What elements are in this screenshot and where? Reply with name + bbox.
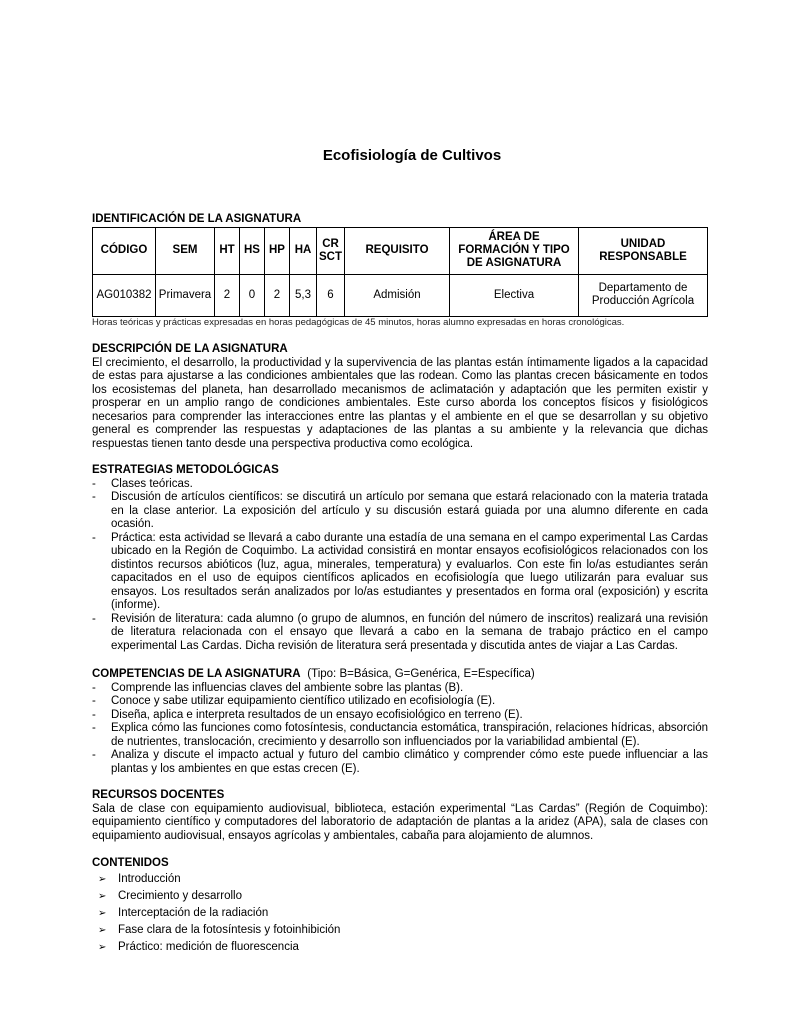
- list-item: - Revisión de literatura: cada alumno (o grupo de alumnos, en función del número de inscritos) realizará una revisión de literatura relacionada con el ensayo que llevará a cabo en la semana de trabajo práctico en el campo experimental Las Cardas. Dicha revisión de literatura será presentada y discutida antes de viajar a Las Cardas.: [92, 612, 708, 652]
- recursos-section: [92, 789, 708, 843]
- list-item: - Analiza y discute el impacto actual y futuro del cambio climático y comprender cómo este puede influenciar a las plantas y los ambientes en que estas crecen (E).: [92, 749, 708, 775]
- arrow-bullet-icon: ➢: [98, 873, 107, 885]
- header-hs: HS: [240, 227, 265, 274]
- list-item: ➢ Fase clara de la fotosíntesis y fotoinhibición: [92, 922, 708, 939]
- dash-bullet: -: [92, 695, 96, 707]
- competencias-section: [92, 668, 708, 776]
- list-item: ➢ Interceptación de la radiación: [92, 905, 708, 922]
- table-header-row: [93, 227, 708, 274]
- identificacion-heading: IDENTIFICACIÓN DE LA ASIGNATURA: [92, 213, 302, 225]
- cell-hp: 2: [265, 274, 290, 316]
- identificacion-table: [92, 227, 708, 317]
- contenidos-list: [92, 871, 708, 956]
- cell-area: Electiva: [450, 274, 579, 316]
- recursos-text: Sala de clase con equipamiento audiovisual, biblioteca, estación experimental “Las Cardas” (Región de Coquimbo): equipamiento científico y computadores del laboratorio de adaptación de plantas a la aridez (APA), sala de clases con equipamiento audiovisual, ensayos agrícolas y ambientales, cabaña para alojamiento de alumnos.: [92, 802, 708, 842]
- list-item: - Diseña, aplica e interpreta resultados de un ensayo ecofisiológico en terreno (E).: [92, 708, 523, 721]
- arrow-bullet-icon: ➢: [98, 890, 107, 902]
- header-cr-sct: CR SCT: [317, 227, 345, 274]
- cell-unidad: Departamento de Producción Agrícola: [579, 274, 708, 316]
- header-sem: SEM: [156, 227, 215, 274]
- list-item: - Comprende las influencias claves del ambiente sobre las plantas (B).: [92, 681, 464, 694]
- table-row: [93, 274, 708, 316]
- descripcion-section: [92, 343, 708, 451]
- header-unidad: UNIDAD RESPONSABLE: [579, 227, 708, 274]
- dash-bullet: -: [92, 612, 96, 625]
- dash-bullet: -: [92, 749, 96, 761]
- cell-codigo: AG010382: [93, 274, 156, 316]
- dash-bullet: -: [92, 491, 96, 503]
- estrategias-list: [92, 478, 708, 654]
- list-item: ➢ Práctico: medición de fluorescencia: [92, 939, 708, 956]
- cell-ha: 5,3: [290, 274, 317, 316]
- cell-requisito: Admisión: [345, 274, 450, 316]
- dash-bullet: -: [92, 531, 96, 544]
- cell-cr-sct: 6: [317, 274, 345, 316]
- estrategias-section: [92, 464, 708, 653]
- header-ha: HA: [290, 227, 317, 274]
- contenidos-heading: CONTENIDOS: [92, 857, 169, 869]
- arrow-bullet-icon: ➢: [98, 924, 107, 936]
- list-item: - Explica cómo las funciones como fotosíntesis, conductancia estomática, transpiración, relaciones hídricas, absorción de nutrientes, translocación, crecimiento y desarrollo son influenciados por la variabilidad ambiental (E).: [92, 722, 708, 748]
- header-requisito: REQUISITO: [345, 227, 450, 274]
- dash-bullet: -: [92, 681, 96, 694]
- list-item: - Práctica: esta actividad se llevará a cabo durante una estadía de una semana en el campo experimental Las Cardas ubicado en la Región de Coquimbo. La actividad consistirá en montar ensayos ecofisiológicos relacionados con los distintos recursos abióticos (luz, agua, minerales, temperatura) y evaluarlos. Con este fin lo/as estudiantes serán capacitados en el uso de equipos científicos aplicados en ecofisiología que luego utilizarán para evaluar sus ensayos. Los resultados serán analizados por lo/as estudiantes y presentados en forma oral (exposición) y escrita (informe).: [92, 531, 708, 611]
- cell-hs: 0: [240, 274, 265, 316]
- list-item: ➢ Introducción: [92, 871, 708, 888]
- header-codigo: CÓDIGO: [93, 227, 156, 274]
- table-note: Horas teóricas y prácticas expresadas en horas pedagógicas de 45 minutos, horas alumno expresadas en horas cronológicas.: [92, 316, 625, 328]
- arrow-bullet-icon: ➢: [98, 907, 107, 919]
- arrow-bullet-icon: ➢: [98, 941, 107, 953]
- list-item: ➢ Crecimiento y desarrollo: [92, 888, 708, 905]
- descripcion-heading: DESCRIPCIÓN DE LA ASIGNATURA: [92, 343, 288, 355]
- list-item: - Conoce y sabe utilizar equipamiento científico utilizado en ecofisiología (E).: [92, 695, 496, 707]
- dash-bullet: -: [92, 722, 96, 734]
- recursos-heading: RECURSOS DOCENTES: [92, 789, 225, 801]
- cell-sem: Primavera: [156, 274, 215, 316]
- header-area: ÁREA DE FORMACIÓN Y TIPO DE ASIGNATURA: [450, 227, 579, 274]
- list-item: - Clases teóricas.: [92, 477, 193, 490]
- descripcion-text: El crecimiento, el desarrollo, la productividad y la supervivencia de las plantas están íntimamente ligados a la capacidad de estas para ajustarse a las condiciones ambientales que las rodean. Como las plantas crecen básicamente en todos los ecosistemas del planeta, han desarrollado mecanismos de aclimatación y adaptación que les permiten existir y prosperar en un amplio rango de condiciones ambientales. Este curso aborda los conceptos físicos y fisiológicos necesarios para comprender las interacciones entre las plantas y el ambiente en el que se desarrollan y su objetivo general es comprender las respuestas y adaptaciones de las plantas a su ambiente y la relevancia que dichas respuestas tienen tanto desde una perspectiva productiva como ecológica.: [92, 356, 708, 450]
- list-item: - Discusión de artículos científicos: se discutirá un artículo por semana que estará relacionado con la materia tratada en la clase anterior. La exposición del artículo y su discusión estará guiada por una alumno diferente en cada ocasión.: [92, 491, 708, 530]
- estrategias-heading: ESTRATEGIAS METODOLÓGICAS: [92, 464, 279, 476]
- dash-bullet: -: [92, 708, 96, 721]
- identificacion-section: [92, 213, 708, 328]
- competencias-heading: COMPETENCIAS DE LA ASIGNATURA: [92, 668, 301, 680]
- contenidos-section: [92, 857, 708, 956]
- header-hp: HP: [265, 227, 290, 274]
- page-title: Ecofisiología de Cultivos: [322, 147, 502, 164]
- dash-bullet: -: [92, 477, 96, 490]
- competencias-list: [92, 682, 708, 777]
- competencias-tipo: (Tipo: B=Básica, G=Genérica, E=Específica): [307, 668, 535, 680]
- header-ht: HT: [215, 227, 240, 274]
- cell-ht: 2: [215, 274, 240, 316]
